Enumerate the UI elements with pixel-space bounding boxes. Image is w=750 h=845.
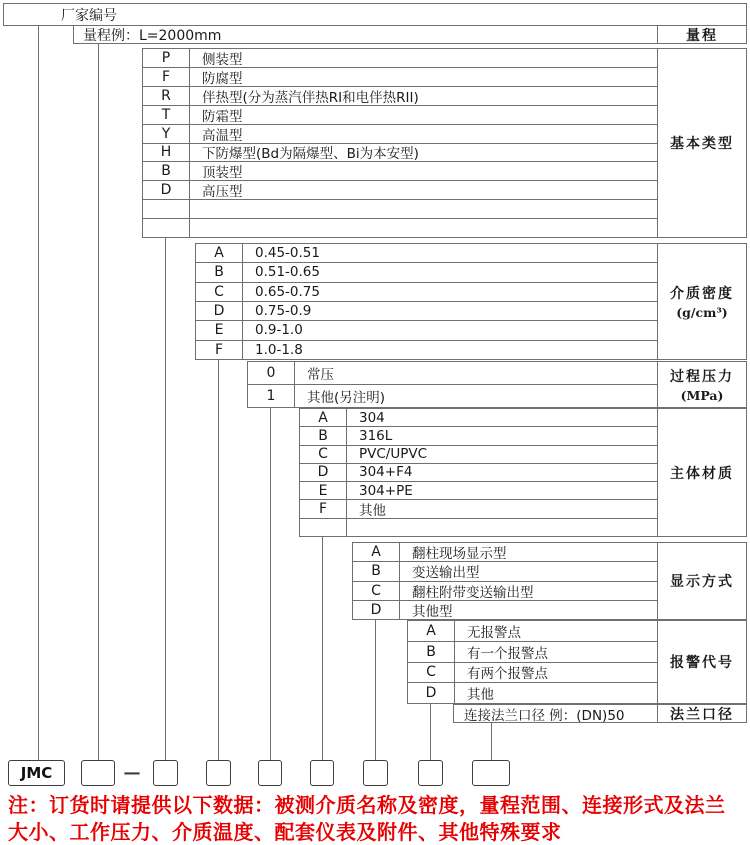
table-row [143, 181, 658, 200]
ordering-note-line2: 大小、工作压力、介质温度、配套仪表及附件、其他特殊要求 [8, 820, 562, 844]
option-code: A [353, 543, 400, 561]
connector-line-range [98, 44, 99, 760]
option-code: B [408, 642, 455, 662]
model-box-display [363, 760, 388, 786]
option-desc: 其他(另注明) [307, 390, 386, 406]
section-display-mode [352, 542, 658, 620]
option-desc: 0.65-0.75 [255, 283, 320, 300]
option-code: D [143, 181, 190, 199]
model-box-range [81, 760, 115, 786]
table-row [143, 106, 658, 125]
section-basic-type [142, 48, 658, 238]
model-box-alarm [418, 760, 443, 786]
option-desc: 304+F4 [359, 464, 413, 481]
option-desc: 0.75-0.9 [255, 303, 312, 320]
option-desc: 316L [359, 427, 393, 444]
option-code: E [300, 482, 347, 499]
option-desc: 下防爆型(Bd为隔爆型、Bi为本安型) [202, 146, 419, 162]
category-body-material-label: 主体材质 [670, 465, 734, 482]
table-row [196, 341, 658, 359]
table-row [300, 464, 658, 482]
option-desc: 侧装型 [202, 51, 243, 67]
ordering-note [8, 792, 750, 845]
model-box-flange [472, 760, 510, 786]
connector-line-density [218, 360, 219, 760]
option-desc: 0.9-1.0 [255, 322, 303, 339]
option-code: D [196, 302, 243, 320]
ordering-note-line1: 注：订货时请提供以下数据：被测介质名称及密度，量程范围、连接形式及法兰 [8, 793, 726, 817]
option-code: F [300, 500, 347, 517]
option-code: R [143, 87, 190, 105]
option-desc: 304 [359, 409, 385, 426]
option-desc: 有两个报警点 [467, 666, 548, 683]
flange-size-row [453, 704, 658, 723]
category-basic-type [657, 48, 747, 238]
option-code: F [143, 68, 190, 86]
category-body-material [657, 408, 747, 537]
model-box-density [206, 760, 231, 786]
table-row [408, 642, 658, 663]
table-row [408, 683, 658, 703]
option-code: T [143, 106, 190, 124]
table-row-empty [300, 519, 658, 536]
option-desc: 其他型 [412, 603, 453, 619]
table-row [248, 385, 658, 407]
manufacturer-code-row [3, 3, 747, 26]
category-process-pressure-unit: (MPa) [680, 388, 724, 403]
category-alarm-code-label: 报警代号 [670, 655, 734, 671]
section-body-material [299, 408, 658, 537]
category-basic-type-label: 基本类型 [670, 136, 734, 152]
option-desc: 0.51-0.65 [255, 264, 320, 281]
table-row [143, 68, 658, 87]
table-row [143, 125, 658, 144]
model-prefix-box [8, 760, 65, 786]
table-row [353, 601, 658, 619]
option-code: H [143, 144, 190, 162]
category-display-mode-label: 显示方式 [670, 574, 734, 590]
category-medium-density-label: 介质密度 [670, 286, 734, 302]
option-desc: 无报警点 [467, 624, 521, 641]
section-process-pressure [247, 361, 658, 408]
table-row [248, 362, 658, 385]
option-desc: 常压 [307, 367, 334, 383]
option-desc: 高压型 [202, 184, 243, 200]
option-desc: 其他 [359, 503, 386, 518]
option-code: C [196, 283, 243, 301]
option-desc: 有一个报警点 [467, 645, 548, 662]
option-code: D [353, 601, 400, 619]
option-desc: 翻柱现场显示型 [412, 546, 507, 562]
option-code: D [408, 683, 455, 703]
option-desc [347, 519, 658, 536]
option-code: F [196, 341, 243, 359]
connector-line-basic-type [165, 238, 166, 760]
connector-line-flange [491, 723, 492, 760]
table-row [353, 543, 658, 562]
range-example-label: 量程例：L=2000mm [83, 27, 222, 44]
option-code: B [300, 427, 347, 444]
option-desc: 伴热型(分为蒸汽伴热RI和电伴热RII) [202, 89, 419, 105]
model-box-basic-type [153, 760, 178, 786]
model-prefix-label: JMC [20, 764, 53, 782]
table-row [196, 263, 658, 282]
section-alarm-code [407, 620, 658, 704]
option-desc: 防霜型 [202, 108, 243, 124]
model-box-material [310, 760, 334, 786]
table-row [143, 162, 658, 181]
option-code: C [300, 446, 347, 463]
table-row [196, 283, 658, 302]
manufacturer-code-label: 厂家编号 [61, 7, 117, 24]
option-code: P [143, 49, 190, 67]
option-code: 1 [248, 385, 295, 407]
table-row-empty [143, 219, 658, 237]
connector-line-material [322, 537, 323, 760]
option-desc: PVC/UPVC [359, 446, 428, 463]
option-desc [190, 219, 658, 237]
connector-line-pressure [270, 407, 271, 760]
category-flange-size [657, 704, 747, 723]
model-box-pressure [258, 760, 282, 786]
table-row [408, 621, 658, 642]
table-row [143, 49, 658, 68]
category-range-label: 量程 [686, 27, 718, 44]
flange-size-label: 连接法兰口径 例：(DN)50 [464, 707, 625, 724]
option-code: D [300, 464, 347, 481]
category-flange-size-label: 法兰口径 [670, 706, 734, 723]
option-desc: 其他 [467, 687, 494, 703]
range-example-row [73, 25, 658, 44]
option-code: B [143, 162, 190, 180]
option-desc: 翻柱附带变送输出型 [412, 584, 534, 600]
table-row [353, 562, 658, 581]
table-row [143, 144, 658, 163]
option-code: B [196, 263, 243, 281]
connector-line-display [375, 620, 376, 760]
option-desc: 304+PE [359, 482, 413, 499]
section-medium-density [195, 243, 658, 360]
option-desc [190, 200, 658, 218]
option-desc: 变送输出型 [412, 565, 480, 581]
category-process-pressure [657, 361, 747, 408]
table-row [196, 302, 658, 321]
table-row-empty [143, 200, 658, 219]
option-code: A [196, 244, 243, 262]
table-row [300, 446, 658, 464]
option-code [300, 519, 347, 536]
table-row [353, 582, 658, 601]
connector-line-manufacturer [38, 26, 39, 760]
option-desc: 高温型 [202, 127, 243, 143]
option-code: C [408, 663, 455, 683]
model-dash [118, 760, 146, 786]
category-process-pressure-label: 过程压力 [670, 369, 734, 385]
table-row [300, 409, 658, 427]
table-row [300, 482, 658, 500]
table-row [196, 244, 658, 263]
option-code: E [196, 321, 243, 339]
category-alarm-code [657, 620, 747, 704]
category-medium-density [657, 243, 747, 360]
option-code [143, 200, 190, 218]
table-row [300, 427, 658, 445]
option-desc: 1.0-1.8 [255, 341, 303, 358]
option-code [143, 219, 190, 237]
table-row [196, 321, 658, 340]
model-dash-glyph: — [123, 763, 141, 783]
category-range [657, 25, 747, 44]
connector-line-alarm [430, 704, 431, 760]
option-desc: 防腐型 [202, 70, 243, 86]
option-code: A [300, 409, 347, 426]
category-display-mode [657, 542, 747, 620]
option-code: Y [143, 125, 190, 143]
table-row [408, 663, 658, 684]
option-desc: 0.45-0.51 [255, 245, 320, 262]
table-row [143, 87, 658, 106]
option-code: B [353, 562, 400, 580]
option-code: A [408, 621, 455, 641]
option-code: 0 [248, 362, 295, 384]
category-medium-density-unit: (g/cm³) [676, 305, 728, 320]
option-desc: 顶装型 [202, 165, 243, 181]
option-code: C [353, 582, 400, 600]
table-row [300, 500, 658, 518]
